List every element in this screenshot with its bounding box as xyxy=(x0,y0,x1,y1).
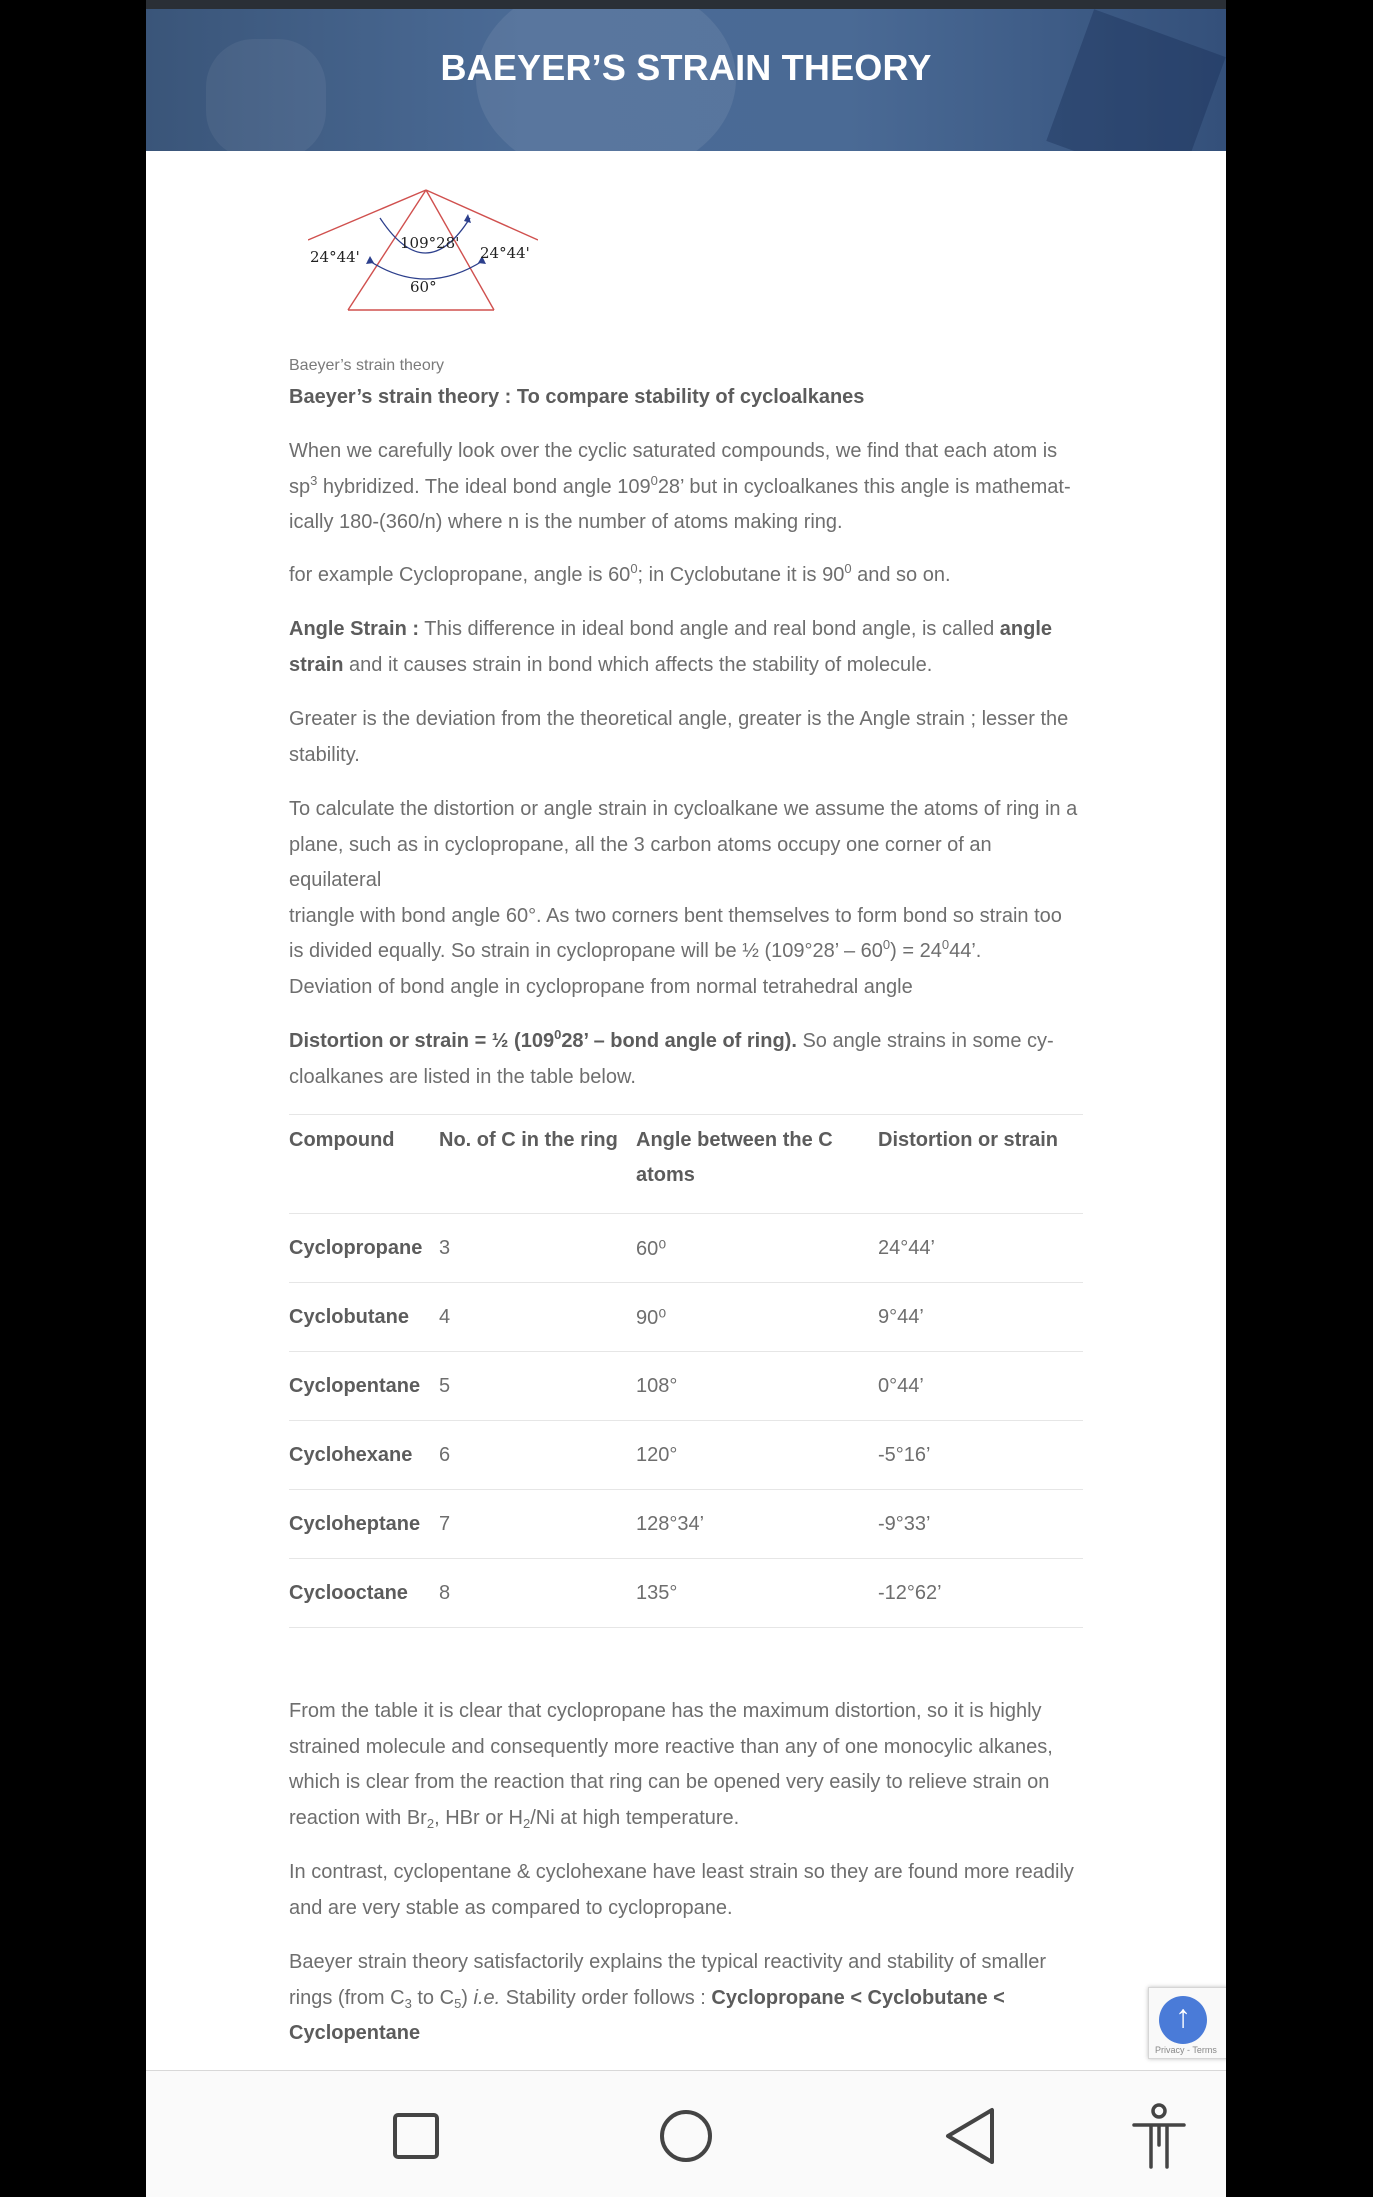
strain-table xyxy=(289,1114,1083,1628)
table-row: Cyclopropane 3 60⁰ 24°44’ xyxy=(289,1214,1083,1283)
table-row: Cyclobutane 4 90⁰ 9°44’ xyxy=(289,1283,1083,1352)
hero-header xyxy=(146,9,1226,151)
paragraph-contrast: In contrast, cyclopentane & cyclohexane have least strain so they are found more readily and are very stable as compared to cyclopropane. xyxy=(289,1861,1074,1919)
recaptcha-badge[interactable] xyxy=(1148,1987,1226,2059)
table-row: Cycloheptane 7 128°34’ -9°33’ xyxy=(289,1490,1083,1559)
back-icon[interactable] xyxy=(936,2101,1006,2171)
paragraph-deviation-caption: Deviation of bond angle in cyclopropane from normal tetrahedral angle xyxy=(289,976,913,998)
table-row: Cyclohexane 6 120° -5°16’ xyxy=(289,1421,1083,1490)
table-row: Cyclooctane 8 135° -12°62’ xyxy=(289,1559,1083,1628)
col-strain: Distortion or strain xyxy=(878,1129,1059,1151)
strain-diagram xyxy=(308,188,538,318)
paragraph-intro: When we carefully look over the cyclic saturated compounds, we find that each atom is $sp^3$ hybridized. The ideal bond angle $109^028$’ but in cycloalkanes this angle is mathemat- ically 180-(360/n) where n is the number of atoms making ring. xyxy=(289,440,1071,533)
page xyxy=(146,0,1226,2197)
status-bar-edge xyxy=(146,0,1226,9)
paragraph-stability-order: Baeyer strain theory satisfactorily explains the typical reactivity and stability of smaller rings (from $C_3$ to $C_5$) i.e. Stability order follows : Cyclopropane < Cyclobutane < Cyclopentane xyxy=(289,1951,1046,2044)
recaptcha-icon: ↑ xyxy=(1159,1996,1207,2044)
right-angle-label: 24°44' xyxy=(480,244,530,262)
table-row: Cyclopentane 5 108° 0°44’ xyxy=(289,1352,1083,1421)
paragraph-formula: Distortion or strain = ½ ($109^028$’ – bond angle of ring). So angle strains in some cy- cloalkanes are listed in the table below. xyxy=(289,1027,1054,1088)
col-carbon-count: No. of C in the ring xyxy=(439,1129,618,1151)
accessibility-icon[interactable] xyxy=(1124,2101,1194,2171)
android-nav-bar xyxy=(146,2070,1226,2197)
recaptcha-terms[interactable]: Privacy - Terms xyxy=(1155,2045,1217,2055)
bottom-angle-label: 60° xyxy=(410,278,437,296)
paragraph-conclusion: From the table it is clear that cyclopropane has the maximum distortion, so it is highly strained molecule and consequently more reactive than any of one monocylic alkanes, which is clear from the reaction that ring can be opened very easily to relieve strain on reaction with $Br_2$, HBr or $H_2/Ni$ at high temperature. xyxy=(289,1700,1053,1831)
subtitle: Baeyer’s strain theory : To compare stability of cycloalkanes xyxy=(289,386,865,408)
page-title: BAEYER’S STRAIN THEORY xyxy=(440,47,932,88)
table-header-row xyxy=(289,1115,1083,1214)
figure-caption: Baeyer’s strain theory xyxy=(289,357,445,374)
home-icon[interactable] xyxy=(651,2101,721,2171)
col-compound: Compound xyxy=(289,1129,395,1151)
paragraph-deviation: Greater is the deviation from the theoretical angle, greater is the Angle strain ; lesser the stability. xyxy=(289,708,1069,766)
paragraph-calculation: To calculate the distortion or angle strain in cycloalkane we assume the atoms of ring in a plane, such as in cyclopropane, all the 3 carbon atoms occupy one corner of an equilateral triangle with bond angle 60°. As two corners bent themselves to form bond so strain too is divided equally. So strain in cyclopropane will be ½ (109°28’ – $60^0) = 24^044$’. xyxy=(289,798,1078,962)
col-angle: Angle between the C atoms xyxy=(636,1129,833,1186)
left-angle-label: 24°44' xyxy=(310,248,360,266)
paragraph-angle-strain: Angle Strain : This difference in ideal bond angle and real bond angle, is called angle strain and it causes strain in bond which affects the stability of molecule. xyxy=(289,618,1053,676)
recents-icon[interactable] xyxy=(381,2101,451,2171)
center-angle-label: 109°28' xyxy=(400,234,460,252)
paragraph-example: for example Cyclopropane, angle is $60^0$; in Cyclobutane it is $90^0$ and so on. xyxy=(289,561,951,586)
